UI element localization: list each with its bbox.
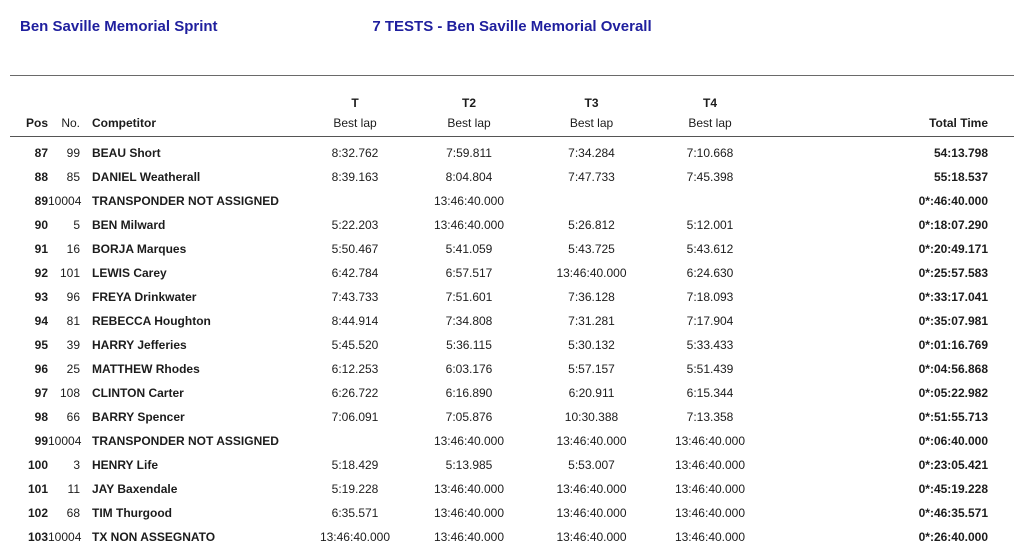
position-cell: 90 — [34, 218, 48, 232]
total-time-cell: 0*:04:56.868 — [918, 362, 988, 376]
position-cell: 87 — [34, 146, 48, 160]
competitor-name-cell: CLINTON Carter — [92, 386, 184, 400]
t1-best-lap-cell: 5:19.228 — [331, 482, 379, 496]
competitor-name-cell: BARRY Spencer — [92, 410, 185, 424]
t1-best-lap-cell: 7:43.733 — [331, 290, 379, 304]
t3-best-lap-cell: 10:30.388 — [564, 410, 619, 424]
t3-best-lap-cell: 5:43.725 — [568, 242, 615, 256]
table-row — [10, 429, 1014, 453]
t3-best-lap-cell: 7:31.281 — [568, 314, 615, 328]
competitor-name-cell: FREYA Drinkwater — [92, 290, 197, 304]
col-header-t4-bestlap: Best lap — [688, 116, 732, 130]
competitor-number-cell: 16 — [66, 242, 80, 256]
table-row — [10, 285, 1014, 309]
t4-best-lap-cell — [655, 189, 765, 213]
t2-best-lap-cell: 7:51.601 — [445, 290, 493, 304]
t1-best-lap-cell: 6:35.571 — [331, 506, 379, 520]
event-title: Ben Saville Memorial Sprint — [20, 18, 218, 35]
table-row — [10, 165, 1014, 189]
t3-best-lap-cell: 13:46:40.000 — [556, 266, 627, 280]
table-row — [10, 309, 1014, 333]
total-time-cell: 0*:35:07.981 — [918, 314, 988, 328]
table-row — [10, 237, 1014, 261]
position-cell: 89 — [34, 194, 48, 208]
t2-best-lap-cell: 8:04.804 — [445, 170, 493, 184]
t4-best-lap-cell: 7:17.904 — [686, 314, 734, 328]
t1-best-lap-cell: 5:18.429 — [331, 458, 379, 472]
t3-best-lap-cell: 5:26.812 — [568, 218, 615, 232]
t2-best-lap-cell: 6:57.517 — [445, 266, 493, 280]
t2-best-lap-cell: 13:46:40.000 — [433, 530, 505, 544]
t2-best-lap-cell: 6:16.890 — [445, 386, 493, 400]
titlebar — [0, 0, 1024, 75]
t4-best-lap-cell: 13:46:40.000 — [674, 434, 746, 448]
t4-best-lap-cell: 5:12.001 — [686, 218, 734, 232]
competitor-number-cell: 3 — [73, 458, 80, 472]
position-cell: 91 — [34, 242, 48, 256]
competitor-number-cell: 25 — [66, 362, 80, 376]
total-time-cell: 0*:20:49.171 — [918, 242, 988, 256]
t1-best-lap-cell — [300, 429, 410, 453]
t1-best-lap-cell: 6:12.253 — [331, 362, 379, 376]
competitor-number-cell: 66 — [66, 410, 80, 424]
position-cell: 97 — [34, 386, 48, 400]
competitor-number-cell: 10004 — [48, 530, 82, 544]
table-row — [10, 357, 1014, 381]
competitor-number-cell: 11 — [67, 482, 80, 496]
t2-best-lap-cell: 7:34.808 — [445, 314, 493, 328]
position-cell: 96 — [34, 362, 48, 376]
competitor-name-cell: BORJA Marques — [92, 242, 187, 256]
total-time-cell: 0*:26:40.000 — [918, 530, 988, 544]
t1-best-lap-cell: 6:26.722 — [331, 386, 379, 400]
table-row — [10, 381, 1014, 405]
competitor-name-cell: TIM Thurgood — [92, 506, 172, 520]
position-cell: 92 — [34, 266, 48, 280]
test-group-header-row — [10, 76, 1014, 111]
t1-best-lap-cell: 5:50.467 — [331, 242, 379, 256]
competitor-number-cell: 101 — [59, 266, 80, 280]
position-cell: 101 — [27, 482, 48, 496]
col-header-t4: T4 — [702, 96, 717, 110]
competitor-number-cell: 39 — [66, 338, 80, 352]
competitor-name-cell: MATTHEW Rhodes — [92, 362, 200, 376]
col-header-t1-bestlap: Best lap — [333, 116, 377, 130]
competitor-number-cell: 68 — [66, 506, 80, 520]
t1-best-lap-cell: 7:06.091 — [331, 410, 379, 424]
competitor-number-cell: 10004 — [48, 194, 82, 208]
header-spacer — [10, 76, 48, 111]
col-header-no: No. — [61, 116, 80, 130]
col-header-t2-bestlap: Best lap — [447, 116, 491, 130]
t2-best-lap-cell: 13:46:40.000 — [433, 506, 505, 520]
competitor-number-cell: 85 — [66, 170, 80, 184]
t3-best-lap-cell: 13:46:40.000 — [556, 506, 627, 520]
t4-best-lap-cell: 5:33.433 — [686, 338, 734, 352]
col-header-competitor: Competitor — [92, 116, 156, 130]
t1-best-lap-cell: 8:32.762 — [331, 146, 379, 160]
t2-best-lap-cell: 5:36.115 — [446, 338, 492, 352]
t4-best-lap-cell: 13:46:40.000 — [674, 482, 746, 496]
t4-best-lap-cell: 5:43.612 — [686, 242, 734, 256]
table-header — [10, 76, 1014, 137]
col-header-t3: T3 — [584, 96, 599, 110]
total-time-cell: 0*:33:17.041 — [918, 290, 988, 304]
t2-best-lap-cell: 13:46:40.000 — [433, 434, 505, 448]
t3-best-lap-cell: 5:57.157 — [568, 362, 615, 376]
total-time-cell: 0*:01:16.769 — [918, 338, 988, 352]
t3-best-lap-cell: 6:20.911 — [568, 386, 615, 400]
total-time-cell: 0*:46:35.571 — [918, 506, 988, 520]
t3-best-lap-cell: 7:36.128 — [568, 290, 615, 304]
table-row — [10, 453, 1014, 477]
position-cell: 88 — [34, 170, 48, 184]
t3-best-lap-cell: 7:47.733 — [568, 170, 615, 184]
competitor-name-cell: TRANSPONDER NOT ASSIGNED — [92, 434, 279, 448]
header-spacer — [765, 76, 1014, 111]
t1-best-lap-cell: 5:22.203 — [331, 218, 379, 232]
col-header-t2: T2 — [461, 96, 476, 110]
total-time-cell: 55:18.537 — [933, 170, 988, 184]
t1-best-lap-cell — [300, 189, 410, 213]
table-row — [10, 261, 1014, 285]
table-row — [10, 405, 1014, 429]
t1-best-lap-cell: 8:39.163 — [331, 170, 379, 184]
t4-best-lap-cell: 13:46:40.000 — [674, 506, 746, 520]
t1-best-lap-cell: 5:45.520 — [331, 338, 379, 352]
total-time-cell: 0*:46:40.000 — [918, 194, 988, 208]
competitor-name-cell: REBECCA Houghton — [92, 314, 211, 328]
competitor-name-cell: LEWIS Carey — [92, 266, 167, 280]
table-row — [10, 213, 1014, 237]
col-header-t1: T — [351, 96, 359, 110]
total-time-cell: 0*:25:57.583 — [918, 266, 988, 280]
t3-best-lap-cell: 7:34.284 — [568, 146, 615, 160]
t2-best-lap-cell: 5:13.985 — [445, 458, 493, 472]
t1-best-lap-cell: 6:42.784 — [331, 266, 379, 280]
header-spacer — [80, 76, 300, 111]
position-cell: 98 — [34, 410, 48, 424]
competitor-number-cell: 5 — [73, 218, 80, 232]
competitor-number-cell: 108 — [59, 386, 80, 400]
t4-best-lap-cell: 7:45.398 — [686, 170, 734, 184]
column-label-header-row — [10, 110, 1014, 137]
table-row — [10, 333, 1014, 357]
competitor-number-cell: 99 — [66, 146, 80, 160]
table-row — [10, 189, 1014, 213]
total-time-cell: 0*:18:07.290 — [918, 218, 988, 232]
results-rows — [10, 137, 1014, 550]
position-cell: 94 — [34, 314, 48, 328]
competitor-name-cell: HENRY Life — [92, 458, 159, 472]
t3-best-lap-cell — [528, 189, 655, 213]
t1-best-lap-cell: 13:46:40.000 — [319, 530, 391, 544]
table-row — [10, 501, 1014, 525]
t2-best-lap-cell: 5:41.059 — [445, 242, 493, 256]
total-time-cell: 0*:23:05.421 — [918, 458, 988, 472]
t3-best-lap-cell: 5:53.007 — [568, 458, 615, 472]
total-time-cell: 0*:05:22.982 — [918, 386, 988, 400]
t2-best-lap-cell: 13:46:40.000 — [433, 482, 505, 496]
t4-best-lap-cell: 13:46:40.000 — [674, 458, 746, 472]
t4-best-lap-cell: 13:46:40.000 — [674, 530, 746, 544]
t2-best-lap-cell: 7:05.876 — [445, 410, 493, 424]
results-table — [10, 75, 1014, 549]
competitor-number-cell: 10004 — [48, 434, 82, 448]
t4-best-lap-cell: 6:24.630 — [686, 266, 734, 280]
report-title: 7 TESTS - Ben Saville Memorial Overall — [372, 18, 652, 35]
t3-best-lap-cell: 13:46:40.000 — [556, 434, 627, 448]
t2-best-lap-cell: 6:03.176 — [445, 362, 493, 376]
competitor-name-cell: HARRY Jefferies — [92, 338, 187, 352]
t4-best-lap-cell: 7:13.358 — [686, 410, 734, 424]
position-cell: 95 — [34, 338, 48, 352]
total-time-cell: 0*:51:55.713 — [918, 410, 988, 424]
t2-best-lap-cell: 13:46:40.000 — [433, 194, 505, 208]
competitor-number-cell: 96 — [66, 290, 80, 304]
position-cell: 99 — [34, 434, 48, 448]
position-cell: 103 — [27, 530, 48, 544]
col-header-t3-bestlap: Best lap — [569, 116, 614, 130]
table-row — [10, 477, 1014, 501]
total-time-cell: 54:13.798 — [933, 146, 988, 160]
position-cell: 100 — [27, 458, 48, 472]
t4-best-lap-cell: 7:10.668 — [686, 146, 734, 160]
total-time-cell: 0*:06:40.000 — [918, 434, 988, 448]
t2-best-lap-cell: 13:46:40.000 — [433, 218, 505, 232]
t3-best-lap-cell: 13:46:40.000 — [556, 482, 627, 496]
total-time-cell: 0*:45:19.228 — [918, 482, 988, 496]
col-header-pos: Pos — [25, 116, 48, 130]
header-spacer — [48, 76, 80, 111]
t4-best-lap-cell: 5:51.439 — [686, 362, 734, 376]
competitor-name-cell: TRANSPONDER NOT ASSIGNED — [92, 194, 279, 208]
position-cell: 93 — [34, 290, 48, 304]
t4-best-lap-cell: 7:18.093 — [686, 290, 734, 304]
competitor-name-cell: BEAU Short — [92, 146, 161, 160]
t3-best-lap-cell: 13:46:40.000 — [556, 530, 627, 544]
competitor-number-cell: 81 — [66, 314, 80, 328]
competitor-name-cell: DANIEL Weatherall — [92, 170, 201, 184]
table-row — [10, 525, 1014, 549]
competitor-name-cell: BEN Milward — [92, 218, 166, 232]
t3-best-lap-cell: 5:30.132 — [568, 338, 615, 352]
t1-best-lap-cell: 8:44.914 — [331, 314, 379, 328]
competitor-name-cell: JAY Baxendale — [92, 482, 178, 496]
table-row — [10, 137, 1014, 166]
competitor-name-cell: TX NON ASSEGNATO — [92, 530, 216, 544]
position-cell: 102 — [27, 506, 48, 520]
t2-best-lap-cell: 7:59.811 — [446, 146, 492, 160]
t4-best-lap-cell: 6:15.344 — [686, 386, 734, 400]
col-header-total-time: Total Time — [929, 116, 988, 130]
